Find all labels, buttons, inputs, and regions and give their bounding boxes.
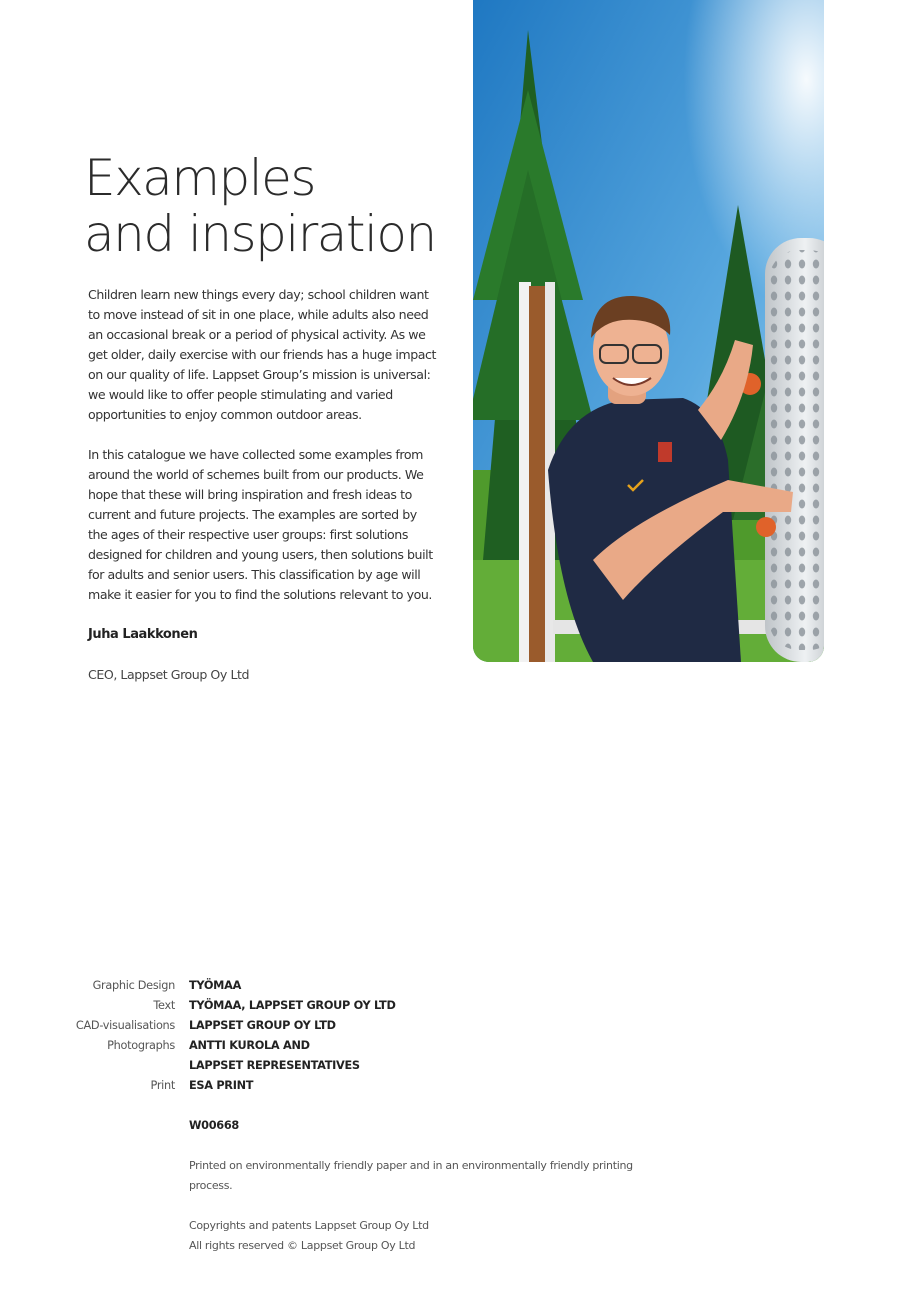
page-title: [84, 150, 436, 262]
credit-label: [60, 1056, 189, 1076]
code-row: [60, 1116, 660, 1136]
credit-row: [60, 1076, 660, 1096]
credit-value: LAPPSET REPRESENTATIVES: [189, 1059, 360, 1072]
credit-value: LAPPSET GROUP OY LTD: [189, 1019, 336, 1032]
credit-label: Photographs: [107, 1039, 175, 1052]
signature-name: Juha Laakkonen: [88, 627, 198, 642]
catalogue-code: W00668: [189, 1119, 239, 1132]
credit-label: Print: [150, 1079, 175, 1092]
credit-value: TYÖMAA: [189, 979, 242, 992]
credit-row: [60, 1056, 660, 1076]
credit-label: Graphic Design: [92, 979, 175, 992]
credit-value: TYÖMAA, LAPPSET GROUP OY LTD: [189, 999, 396, 1012]
credit-row: [60, 996, 660, 1016]
title-line-2: and inspiration: [84, 205, 436, 263]
credit-label: CAD-visualisations: [75, 1019, 175, 1032]
signature-role: CEO, Lappset Group Oy Ltd: [88, 667, 250, 682]
credit-row: [60, 976, 660, 996]
intro-text: [88, 285, 438, 705]
eco-note: Printed on environmentally friendly paper and in an environmentally friendly printing process.: [189, 1159, 633, 1192]
credit-value: ANTTI KUROLA AND: [189, 1039, 310, 1052]
ceo-photo: [473, 0, 824, 662]
intro-paragraph-2: In this catalogue we have collected some examples from around the world of schemes built from our products. We hope that these will bring inspiration and fresh ideas to current and future projects. The examples are sorted by the ages of their respective user groups: first solutions designed for children and young users, then solutions built for adults and senior users. This classification by age will make it easier for you to find the solutions relevant to you.: [88, 447, 433, 602]
copyright-line-2: All rights reserved © Lappset Group Oy Ltd: [189, 1239, 416, 1252]
copyright-line-1: Copyrights and patents Lappset Group Oy Ltd: [189, 1219, 429, 1232]
intro-paragraph-1: Children learn new things every day; school children want to move instead of sit in one place, while adults also need an occasional break or a period of physical activity. As we get older, daily exercise with our friends has a huge impact on our quality of life. Lappset Group’s mission is universal: we would like to offer people stimulating and varied opportunities to enjoy common outdoor areas.: [88, 287, 436, 422]
title-line-1: Examples: [84, 149, 315, 207]
credit-row: [60, 1016, 660, 1036]
credits: [60, 976, 660, 1256]
credit-value: ESA PRINT: [189, 1079, 254, 1092]
credit-row: [60, 1036, 660, 1056]
credit-label: Text: [153, 999, 175, 1012]
